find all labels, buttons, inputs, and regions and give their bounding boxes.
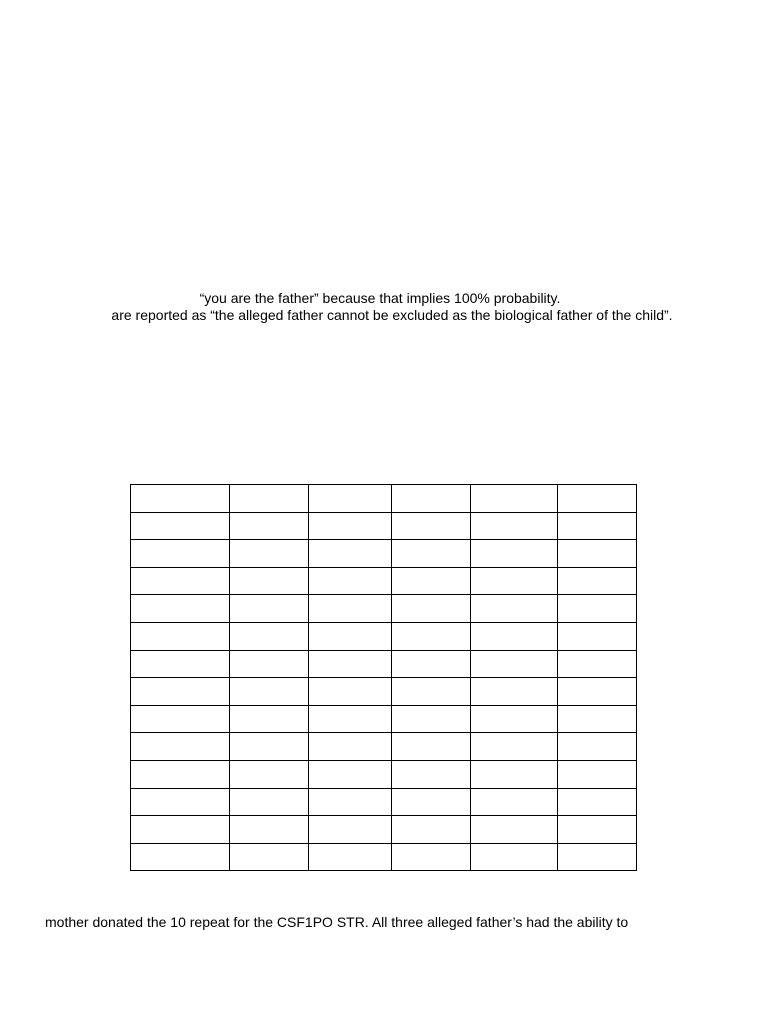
text-line-probability: “you are the father” because that implies 100% probability. (199, 290, 561, 306)
table-cell (392, 567, 471, 595)
table-cell (309, 843, 392, 871)
table-cell (471, 567, 558, 595)
table-cell (131, 485, 230, 513)
table-row (131, 733, 637, 761)
table-cell (471, 678, 558, 706)
table-row (131, 760, 637, 788)
table-cell (309, 733, 392, 761)
table-cell (230, 678, 309, 706)
table-cell (230, 733, 309, 761)
table-row (131, 540, 637, 568)
table-cell (131, 567, 230, 595)
table-cell (471, 843, 558, 871)
table-cell (558, 816, 637, 844)
table-cell (230, 512, 309, 540)
table-cell (230, 567, 309, 595)
table-cell (131, 678, 230, 706)
table-cell (558, 540, 637, 568)
text-line-mother-donated: mother donated the 10 repeat for the CSF1PO STR. All three alleged father’s had the ability to (45, 914, 629, 930)
table-cell (230, 650, 309, 678)
table-cell (392, 760, 471, 788)
table-cell (131, 816, 230, 844)
empty-table (130, 484, 637, 871)
table-body (131, 485, 637, 871)
table-cell (392, 595, 471, 623)
table-row (131, 485, 637, 513)
table-cell (230, 788, 309, 816)
table-cell (230, 843, 309, 871)
table-cell (131, 650, 230, 678)
table-cell (309, 705, 392, 733)
table-cell (558, 622, 637, 650)
table-cell (471, 733, 558, 761)
table-cell (131, 622, 230, 650)
table-cell (131, 788, 230, 816)
table-cell (471, 760, 558, 788)
table-cell (558, 512, 637, 540)
table-cell (558, 567, 637, 595)
table-cell (309, 485, 392, 513)
table-cell (392, 816, 471, 844)
table-cell (392, 788, 471, 816)
table-cell (131, 512, 230, 540)
table-row (131, 595, 637, 623)
table-cell (230, 622, 309, 650)
text-line-reported: are reported as “the alleged father cannot be excluded as the biological father of the child”. (111, 307, 673, 323)
table-cell (558, 705, 637, 733)
table-row (131, 512, 637, 540)
table-row (131, 622, 637, 650)
table-cell (471, 512, 558, 540)
table-cell (558, 595, 637, 623)
table-row (131, 843, 637, 871)
table-cell (558, 678, 637, 706)
table-cell (392, 485, 471, 513)
table-row (131, 788, 637, 816)
table-cell (131, 760, 230, 788)
table-cell (309, 760, 392, 788)
table-cell (558, 485, 637, 513)
table-row (131, 816, 637, 844)
table-cell (392, 733, 471, 761)
table-cell (392, 843, 471, 871)
table-row (131, 678, 637, 706)
table-cell (230, 595, 309, 623)
table-cell (230, 540, 309, 568)
table-cell (309, 788, 392, 816)
table-cell (309, 650, 392, 678)
table-row (131, 650, 637, 678)
table-cell (230, 760, 309, 788)
table-cell (309, 678, 392, 706)
table-cell (309, 622, 392, 650)
table-cell (471, 595, 558, 623)
table-cell (558, 760, 637, 788)
table-cell (309, 540, 392, 568)
table-cell (558, 733, 637, 761)
table-cell (131, 733, 230, 761)
table-cell (471, 650, 558, 678)
table-cell (471, 485, 558, 513)
table-cell (230, 485, 309, 513)
table-cell (392, 540, 471, 568)
table-cell (471, 540, 558, 568)
table-row (131, 567, 637, 595)
table-cell (131, 595, 230, 623)
table-cell (471, 705, 558, 733)
table-cell (230, 705, 309, 733)
table-cell (392, 622, 471, 650)
table-cell (131, 540, 230, 568)
table-row (131, 705, 637, 733)
table-cell (558, 650, 637, 678)
table-cell (309, 595, 392, 623)
table-cell (471, 816, 558, 844)
table-cell (131, 843, 230, 871)
table-cell (392, 650, 471, 678)
table-cell (558, 788, 637, 816)
table-cell (471, 788, 558, 816)
table-cell (558, 843, 637, 871)
table-cell (471, 622, 558, 650)
table-cell (392, 705, 471, 733)
table-cell (309, 816, 392, 844)
table-cell (309, 567, 392, 595)
table-cell (309, 512, 392, 540)
table-cell (131, 705, 230, 733)
table-cell (230, 816, 309, 844)
table-cell (392, 512, 471, 540)
table-cell (392, 678, 471, 706)
